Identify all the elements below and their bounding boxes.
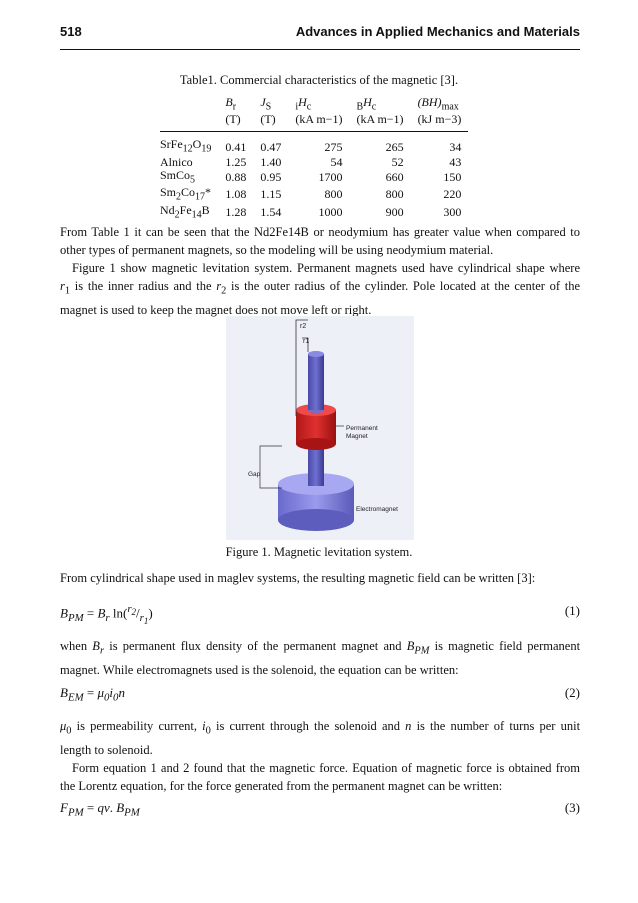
journal-title: Advances in Applied Mechanics and Materials — [295, 24, 580, 39]
equation-1-formula: $B_{PM} = B_r$ $\ln(^{r_2}/_{r_1})$ — [60, 603, 153, 627]
paragraph-table-summary — [60, 223, 580, 319]
col-material-blank — [160, 96, 218, 113]
paragraph-field-intro — [60, 569, 580, 587]
bhmax-cell: 43 — [449, 154, 462, 169]
bhmax-cell: 220 — [443, 187, 462, 202]
figure-1-maglev-diagram — [226, 316, 414, 540]
label-electromagnet: Electromagnet — [356, 506, 398, 513]
js-cell: 0.47 — [260, 139, 282, 154]
label-r1: r1 — [303, 338, 310, 345]
col-bhc-unit: (kA m−1) — [349, 113, 410, 132]
table-header-symbols — [160, 96, 468, 113]
table-row — [160, 132, 468, 156]
text-line: the Lorentz equation, for the force generated from the permanent magnet can be written: — [60, 778, 503, 793]
material-cell: $Sm_2Co_{17}*$ — [160, 185, 212, 203]
ihc-cell: 1700 — [318, 169, 343, 184]
table1-caption: Table1. Commercial characteristics of the magnetic [3]. — [179, 73, 459, 87]
paragraph-field-definition — [60, 637, 580, 679]
ihc-cell: 275 — [324, 139, 343, 154]
page-number: 518 — [60, 24, 82, 39]
equation-3-formula: $F_{PM}$ = qv. $B_{PM}$ — [60, 800, 140, 819]
header-rule — [60, 49, 580, 50]
br-cell: 0.41 — [225, 139, 247, 154]
table-row — [160, 204, 468, 221]
text-line: Figure 1 show magnetic levitation system. Permanent magnets used have cylindrical shape where — [72, 261, 580, 275]
text-line: $\mu_0$ is permeability current, $i_0$ is current through the solenoid and n is the number of turns per unit — [60, 719, 581, 737]
br-cell: 1.08 — [225, 187, 247, 202]
bhmax-cell: 34 — [449, 139, 462, 154]
text-line: From cylindrical shape used in maglev systems, the resulting magnetic field can be written [3]: — [60, 571, 536, 585]
text-line: $r_1$ is the inner radius and the $r_2$ is the outer radius of the cylinder. Pole located at the center of the — [60, 279, 581, 297]
table-row — [160, 169, 468, 186]
bhc-cell: 52 — [391, 154, 404, 169]
text-line: length to solenoid. — [60, 742, 153, 757]
col-br-unit: (T) — [218, 113, 253, 132]
bhc-cell: 900 — [385, 204, 404, 219]
js-cell: 0.95 — [260, 169, 282, 184]
label-gap: Gap — [248, 471, 261, 478]
equation-3 — [60, 800, 580, 820]
text-line: Form equation 1 and 2 found that the magnetic force. Equation of magnetic force is obtained from — [72, 760, 580, 775]
bhmax-cell: 150 — [443, 169, 462, 184]
col-bhc-head: $_BH_c$ — [356, 95, 377, 113]
label-permanent: Permanent — [346, 425, 378, 432]
table-row — [160, 156, 468, 169]
label-r2: r2 — [300, 323, 307, 330]
bhc-cell: 800 — [385, 187, 404, 202]
br-cell: 1.28 — [225, 204, 247, 219]
text-line: From Table 1 it can be seen that the Nd2Fe14B or neodymium has greater value when compared to — [60, 225, 580, 239]
bhc-cell: 660 — [385, 169, 404, 184]
br-cell: 1.25 — [225, 154, 247, 169]
paragraph-solenoid — [60, 717, 580, 795]
running-header — [60, 24, 580, 46]
ihc-cell: 1000 — [318, 204, 343, 219]
ihc-cell: 54 — [330, 154, 343, 169]
text-line: when $B_r$ is permanent flux density of the permanent magnet and $B_{PM}$ is magnetic field permanent — [60, 639, 581, 657]
col-js-head: $J_S$ — [260, 95, 272, 113]
material-cell: SmCo$_5$ — [160, 167, 196, 186]
bhc-cell: 265 — [385, 139, 404, 154]
label-magnet: Magnet — [346, 433, 368, 440]
col-bhmax-unit: (kJ m−3) — [411, 113, 469, 132]
magnet-properties-table — [160, 96, 468, 221]
material-cell: Alnico — [160, 154, 193, 169]
js-cell: 1.40 — [260, 154, 282, 169]
col-bhmax-head: $(BH)_{max}$ — [417, 95, 459, 113]
br-cell: 0.88 — [225, 169, 247, 184]
col-br-head: $B_r$ — [225, 95, 237, 113]
material-cell: $Nd_2Fe_{14}B$ — [160, 202, 210, 220]
col-ihc-unit: (kA m−1) — [288, 113, 349, 132]
equation-2 — [60, 685, 580, 705]
equation-1 — [60, 603, 580, 627]
figure1-caption: Figure 1. Magnetic levitation system. — [225, 545, 413, 559]
equation-2-number: (2) — [564, 685, 580, 700]
ihc-cell: 800 — [324, 187, 343, 202]
equation-3-number: (3) — [564, 800, 580, 815]
equation-2-formula: $B_{EM} = \mu_0i_0n$ — [60, 685, 125, 704]
js-cell: 1.15 — [260, 187, 282, 202]
bhmax-cell: 300 — [443, 204, 462, 219]
text-line: magnet is used to keep the magnet does not move left or right. — [60, 302, 372, 317]
table-header-units — [160, 113, 468, 132]
material-cell: $SrFe_{12}O_{19}$ — [160, 137, 212, 155]
equation-1-number: (1) — [564, 603, 580, 618]
col-ihc-head: $_iH_c$ — [295, 95, 312, 113]
text-line: magnet. While electromagnets used is the solenoid, the equation can be written: — [60, 662, 459, 677]
col-js-unit: (T) — [253, 113, 288, 132]
table-row — [160, 186, 468, 203]
text-line: other types of permanent magnets, so the modeling will be using neodymium material. — [60, 243, 494, 257]
js-cell: 1.54 — [260, 204, 282, 219]
